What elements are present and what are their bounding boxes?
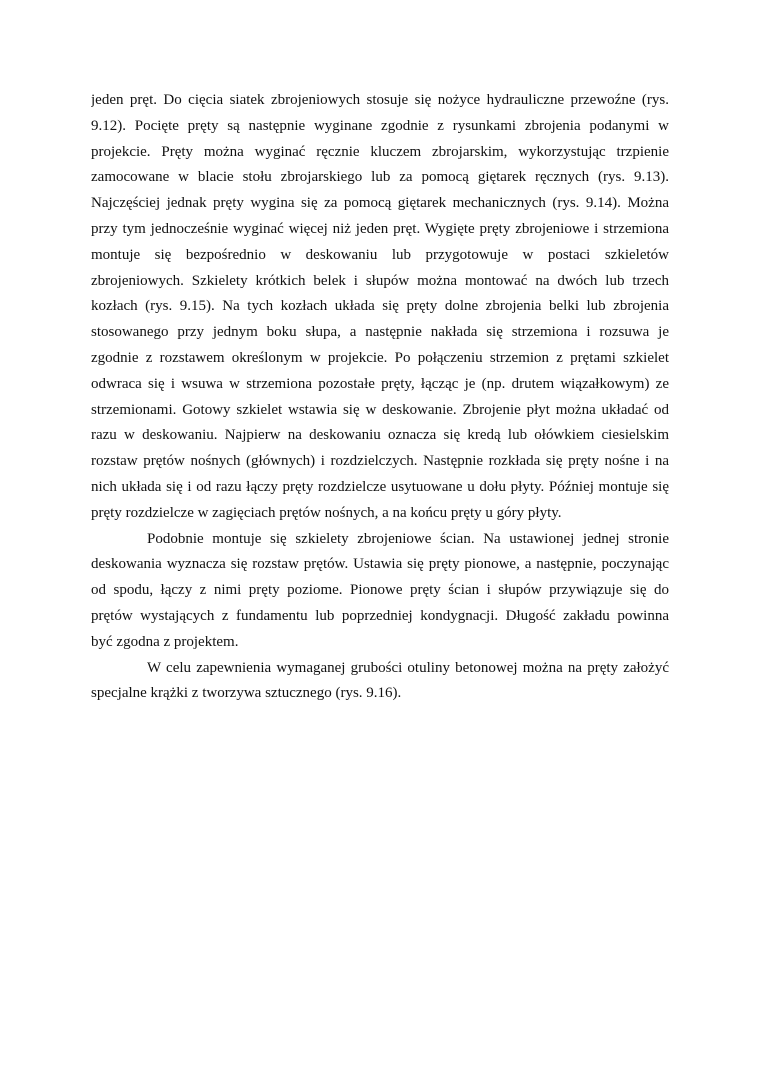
paragraph-3: [91, 656, 669, 708]
text-line: Podobnie montuje się szkielety zbrojeniowe ścian. Na ustawionej jednej stronie: [147, 530, 669, 547]
text-line: kozłach (rys. 9.15). Na tych kozłach układa się pręty dolne zbrojenia belki lub zbrojenia: [91, 298, 669, 315]
text-line: deskowania wyznacza się rozstaw prętów. Ustawia się pręty pionowe, a następnie, poczynając: [91, 556, 669, 573]
document-page: [91, 88, 669, 707]
text-line: Najczęściej jednak pręty wygina się za pomocą giętarek mechanicznych (rys. 9.14). Można: [91, 195, 669, 212]
text-line: prętów wystających z fundamentu lub poprzedniej kondygnacji. Długość zakładu powinna: [91, 607, 669, 624]
text-line: stosowanego przy jednym boku słupa, a następnie nakłada się strzemiona i rozsuwa je: [91, 324, 669, 341]
paragraph-2: [91, 527, 669, 656]
text-line: zgodnie z rozstawem określonym w projekcie. Po połączeniu strzemion z prętami szkielet: [91, 349, 669, 366]
text-line: specjalne krążki z tworzywa sztucznego (rys. 9.16).: [91, 685, 402, 702]
text-line: od spodu, łączy z nimi pręty poziome. Pionowe pręty ścian i słupów przywiązuje się do: [91, 582, 669, 599]
text-line: strzemionami. Gotowy szkielet wstawia się w deskowanie. Zbrojenie płyt można układać od: [91, 401, 669, 418]
text-line: W celu zapewnienia wymaganej grubości otuliny betonowej można na pręty założyć: [147, 659, 669, 676]
text-line: 9.12). Pocięte pręty są następnie wyginane zgodnie z rysunkami zbrojenia podanymi w: [91, 117, 669, 134]
text-line: przy tym jednocześnie wyginać więcej niż jeden pręt. Wygięte pręty zbrojeniowe i strzemiona: [91, 220, 669, 237]
text-line: rozstaw prętów nośnych (głównych) i rozdzielczych. Następnie rozkłada się pręty nośne i na: [91, 453, 669, 470]
text-line: projekcie. Pręty można wyginać ręcznie kluczem zbrojarskim, wykorzystując trzpienie: [91, 143, 669, 160]
text-line: zbrojeniowych. Szkielety krótkich belek i słupów można montować na dwóch lub trzech: [91, 272, 669, 289]
text-line: odwraca się i wsuwa w strzemiona pozostałe pręty, łącząc je (np. drutem wiązałkowym) ze: [91, 375, 669, 392]
text-line: być zgodna z projektem.: [91, 633, 239, 650]
text-line: montuje się bezpośrednio w deskowaniu lub przygotowuje w postaci szkieletów: [91, 246, 669, 263]
text-line: zamocowane w blacie stołu zbrojarskiego lub za pomocą giętarek ręcznych (rys. 9.13).: [91, 169, 669, 186]
text-line: pręty rozdzielcze w zagięciach prętów nośnych, a na końcu pręty u góry płyty.: [91, 504, 562, 521]
text-line: jeden pręt. Do cięcia siatek zbrojeniowych stosuje się nożyce hydrauliczne przewoźne (rys.: [91, 92, 669, 108]
text-line: razu w deskowaniu. Najpierw na deskowaniu oznacza się kredą lub ołówkiem ciesielskim: [91, 427, 669, 444]
paragraph-1: [91, 88, 669, 527]
text-line: nich układa się i od razu łączy pręty rozdzielcze usytuowane u dołu płyty. Później montuje się: [91, 478, 669, 495]
